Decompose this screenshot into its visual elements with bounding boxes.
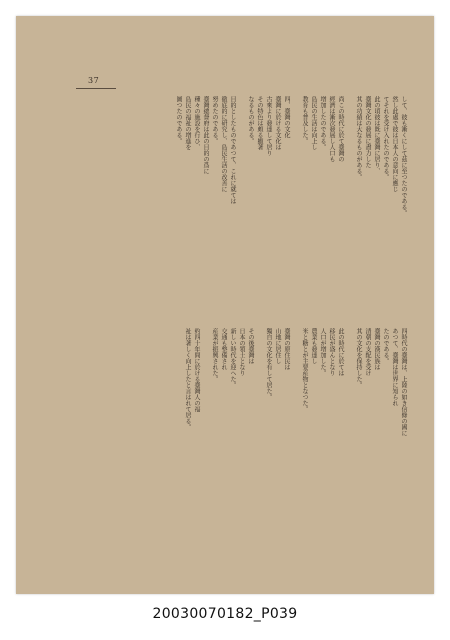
upper-text-column: 其の功績は大なるものがある。 (355, 96, 362, 180)
upper-text-column: 努めたのである。 (211, 96, 218, 144)
document-page (16, 16, 434, 594)
page-number-rule (76, 88, 116, 89)
page-number: 37 (88, 76, 100, 85)
lower-text-column: 交通も整備され (220, 328, 227, 370)
upper-text-column: して、彼も漸くにして茲に至つたのである。 (400, 96, 407, 216)
lower-text-column: 約四十年間に於ける臺灣人の福 (193, 328, 200, 412)
lower-text-column: 臺灣の漢民族は (373, 328, 380, 370)
lower-text-column: 産業が振興された。 (211, 328, 218, 382)
lower-text-column: たのである。 (382, 328, 389, 364)
upper-text-column: 臺灣に於ける文化は (274, 96, 281, 150)
lower-text-column: 日本の領土となり (238, 328, 245, 376)
upper-text-column: 經濟は漸次發展し人口も (328, 96, 335, 162)
upper-text-column: 島民の生活は向上し (310, 96, 317, 150)
upper-text-column: 増加したのである。 (319, 96, 326, 150)
upper-text-column: 四、臺灣の文化 (283, 96, 290, 138)
upper-text-column: なるものがある。 (247, 96, 254, 144)
lower-text-column: 此の時代に於ては (337, 328, 344, 376)
lower-text-column: 四時代の臺灣は、上陸の如き信條の國に (400, 328, 407, 436)
lower-text-column: 臺灣の原住民は (283, 328, 290, 370)
upper-text-column: 種々の施設を行ひ、 (193, 96, 200, 150)
upper-text-column: 臺灣總督府は此の目的の爲に (202, 96, 209, 174)
upper-text-column: 目的としたものであつて、これに就ては (229, 96, 236, 204)
archive-id-caption: 20030070182_P039 (152, 606, 298, 622)
lower-text-column: 其の文化を保持した。 (355, 328, 362, 388)
upper-text-column: 島民の福祉の増進を (184, 96, 191, 150)
upper-text-column: 古來より發達して居り (265, 96, 272, 156)
upper-text-column: 然し此處で彼は日本人の意向に應じ (391, 96, 398, 192)
upper-text-column: 徹底的に研究し、島民生活の改善に (220, 96, 227, 192)
lower-text-column: 獨自の文化を有して居た。 (265, 328, 272, 400)
upper-text-column: その特色は頗る顯著 (256, 96, 263, 150)
upper-text-column: てそれを受け入れたのである。 (382, 96, 389, 180)
upper-text-block (76, 96, 406, 316)
lower-text-column: 人口が増加した。 (319, 328, 326, 376)
lower-text-block (76, 328, 406, 554)
upper-text-column: 此の頃彼は既に臺灣に居り、 (373, 96, 380, 174)
lower-text-column: 米と糖とが主要産物となつた。 (301, 328, 308, 412)
lower-text-column: 移民が盛んとなり (328, 328, 335, 376)
lower-text-column: 新しい時代を迎へた。 (229, 328, 236, 388)
upper-text-column: 教育も普及した。 (301, 96, 308, 144)
lower-text-column: 農業も發達し (310, 328, 317, 364)
lower-text-column: 清朝の支配を受け (364, 328, 371, 376)
upper-text-column: 臺灣文化の發展に盡力した (364, 96, 371, 168)
upper-text-column: 圖つたのである。 (175, 96, 182, 144)
lower-text-column: あつて、臺灣は世界に知られ (391, 328, 398, 406)
lower-text-column: 祉は著しく向上したと言はれて居る。 (184, 328, 191, 430)
lower-text-column: 山地に居住し (274, 328, 281, 364)
lower-text-column: その後臺灣は (247, 328, 254, 364)
upper-text-column: 尚この時代に於て臺灣の (337, 96, 344, 162)
